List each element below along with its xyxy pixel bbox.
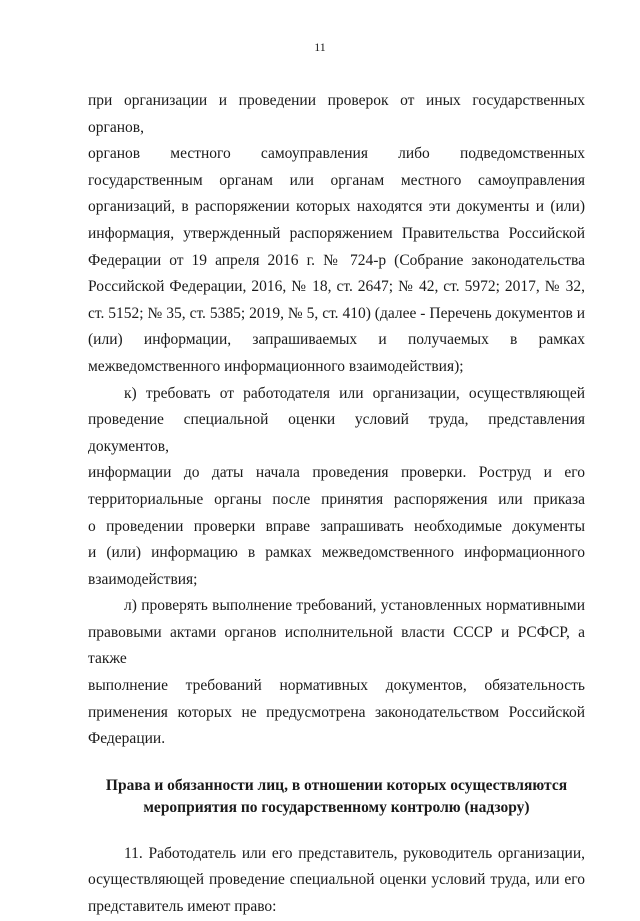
text-line: межведомственного информационного взаимодействия); [88,357,464,375]
text-line: Федерации от 19 апреля 2016 г. № 724-р (Собрание законодательства [88,251,585,269]
paragraph-item-l [88,593,585,753]
text-line: государственным органам или органам местного самоуправления [88,171,585,189]
paragraph-item-11 [88,841,585,921]
text-line: Российской Федерации, 2016, № 18, ст. 2647; № 42, ст. 5972; 2017, № 32, [88,278,585,296]
text-line: л) проверять выполнение требований, установленных нормативными [124,597,585,615]
text-line: правовыми актами органов исполнительной власти СССР и РСФСР, а также [88,623,585,668]
text-line: организаций, в распоряжении которых находятся эти документы и (или) [88,198,585,216]
text-line: при организации и проведении проверок от иных государственных органов, [88,92,585,136]
text-line: информация, утвержденный распоряжением Правительства Российской [88,224,585,242]
document-body [88,88,585,921]
heading-line: Права и обязанности лиц, в отношении которых осуществляются [105,776,568,794]
page-number: 11 [314,40,326,54]
text-line: органов местного самоуправления либо подведомственных [88,145,585,163]
text-line: о проведении проверки вправе запрашивать необходимые документы [88,517,585,535]
text-line: проведение специальной оценки условий труда, представления документов, [88,411,585,455]
text-line: информации до даты начала проведения проверки. Роструд и его [88,464,585,482]
text-line: взаимодействия; [88,570,198,588]
text-line: выполнение требований нормативных документов, обязательность [88,677,585,695]
text-line: ст. 5152; № 35, ст. 5385; 2019, № 5, ст. 410) (далее - Перечень документов и [88,304,585,322]
text-line: Федерации. [88,730,166,748]
text-line: территориальные органы после принятия распоряжения или приказа [88,490,585,508]
paragraph-item-k [88,381,585,594]
text-line: осуществляющей проведение специальной оценки условий труда, или его [88,871,585,889]
paragraph-list-continuation [88,88,585,381]
text-line: (или) информации, запрашиваемых и получаемых в рамках [88,331,585,349]
section-heading [88,775,585,819]
heading-line: мероприятия по государственному контролю (надзору) [143,798,530,816]
text-line: 11. Работодатель или его представитель, руководитель организации, [124,844,585,862]
text-line: и (или) информацию в рамках межведомственного информационного [88,544,585,562]
text-line: к) требовать от работодателя или организации, осуществляющей [124,384,585,402]
text-line: применения которых не предусмотрена законодательством Российской [88,703,585,721]
text-line: представитель имеют право: [88,898,277,916]
